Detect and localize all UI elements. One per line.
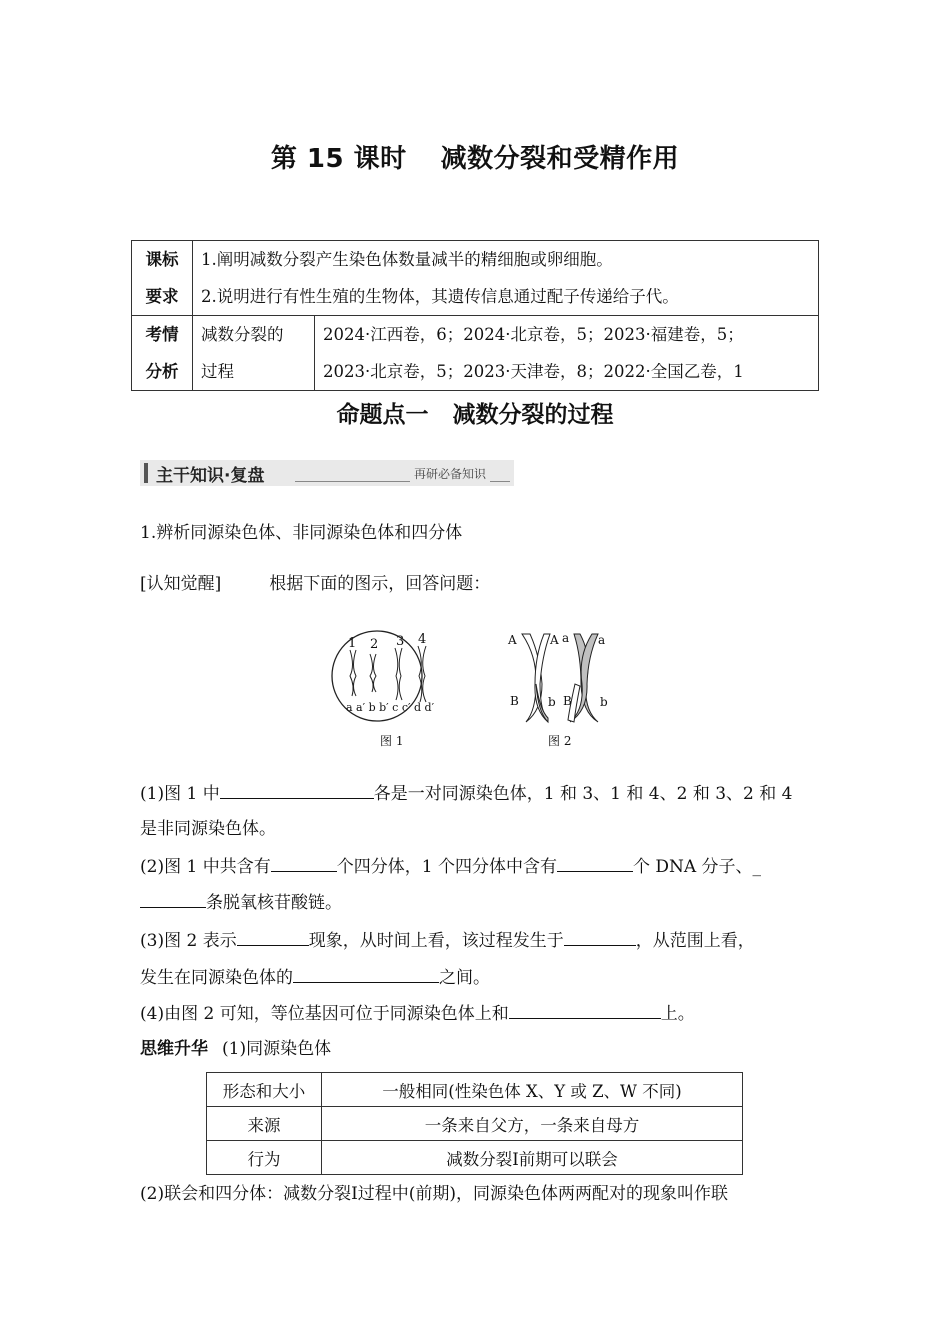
row-key: 来源 [207,1107,322,1141]
fig2-gene-B2: B [563,694,572,708]
answer-blank-3c[interactable] [293,964,439,983]
homologous-table [206,1072,743,1175]
exam-line-1: 2024·江西卷，6；2024·北京卷，5；2023·福建卷，5； [323,325,744,344]
row-value: 一般相同(性染色体 X、Y 或 Z、W 不同) [322,1073,743,1107]
thinking-heading [140,1037,331,1061]
standards-table [131,240,819,391]
fig1-num-1: 1 [348,636,357,651]
requirements-cell [193,241,819,316]
question-1: (1)图 1 中 各是一对同源染色体，1 和 3、1 和 4、2 和 3、2 和 4 [140,780,792,806]
knowledge-banner [140,460,514,486]
answer-blank-2c[interactable] [140,889,206,908]
section-heading: 1.辨析同源染色体、非同源染色体和四分体 [140,523,463,543]
table-row [207,1073,743,1107]
row-value: 减数分裂Ⅰ前期可以联会 [322,1141,743,1175]
chromosome-figures [330,628,620,750]
prompt-text: 根据下面的图示，回答问题： [269,574,491,594]
section-subtitle: 命题点一 减数分裂的过程 [336,402,614,428]
row-key: 行为 [207,1141,322,1175]
fig2-chromosomes [522,634,598,722]
question-2: (2)图 1 中共含有 个四分体，1 个四分体中含有 个 DNA 分子、_ [140,853,761,879]
banner-label: 主干知识·复盘 [156,466,265,486]
fig2-gene-B1: B [510,694,519,708]
answer-blank-3a[interactable] [237,927,309,946]
answer-blank-3b[interactable] [564,927,636,946]
last-line: (2)联会和四分体：减数分裂Ⅰ过程中(前期)，同源染色体两两配对的现象叫作联 [140,1184,729,1204]
header-analysis: 考情 分析 [132,316,193,391]
prompt-tag: [认知觉醒] [140,574,222,594]
fig1-num-2: 2 [370,637,379,652]
banner-right-label: 再研必备知识 [410,465,490,482]
header-requirements: 课标 要求 [132,241,193,316]
fig2-gene-a2: a [598,633,606,647]
question-4: (4)由图 2 可知，等位基因可位于同源染色体上和 上。 [140,1000,695,1026]
answer-blank-4[interactable] [509,1000,661,1019]
fig2-gene-A1: A [508,633,517,647]
title-topic: 减数分裂和受精作用 [440,144,680,174]
figures-svg [330,628,620,750]
fig2-gene-a1: a [562,631,570,645]
title-lesson: 第 15 课时 [270,144,407,174]
row-key: 形态和大小 [207,1073,322,1107]
fig1-genes: a a′ b b′ c c′ d d′ [346,701,435,714]
fig2-caption: 图 2 [548,734,572,748]
exam-list [315,316,819,391]
fig1-chromosomes [350,646,426,702]
prompt-line [140,572,490,596]
fig2-gene-b2: b [600,695,608,709]
requirement-1: 1.阐明减数分裂产生染色体数量减半的精细胞或卵细胞。 [201,250,613,269]
exam-line-2: 2023·北京卷，5；2023·天津卷，8；2022·全国乙卷，1 [323,362,744,381]
question-2-line2: 条脱氧核苷酸链。 [140,889,342,915]
fig1-caption: 图 1 [380,734,404,748]
fig1-num-3: 3 [396,634,405,649]
row-value: 一条来自父方，一条来自母方 [322,1107,743,1141]
table-row [207,1107,743,1141]
answer-blank-2a[interactable] [271,853,337,872]
thinking-sub: (1)同源染色体 [222,1039,332,1059]
question-1-line2: 是非同源染色体。 [140,819,276,839]
page-title [0,138,950,175]
answer-blank-2b[interactable] [557,853,633,872]
table-row [207,1141,743,1175]
analysis-topic: 减数分裂的 过程 [193,316,315,391]
answer-blank-1[interactable] [220,780,374,799]
thinking-label: 思维升华 [140,1039,208,1059]
fig1-num-4: 4 [418,632,427,647]
fig2-gene-b1: b [548,695,556,709]
banner-bar [144,463,148,483]
fig2-gene-A2: A [550,633,559,647]
requirement-2: 2.说明进行有性生殖的生物体，其遗传信息通过配子传递给子代。 [201,287,679,306]
question-3: (3)图 2 表示 现象，从时间上看，该过程发生于 ，从范围上看， [140,927,755,953]
question-3-line2: 发生在同源染色体的 之间。 [140,964,490,990]
